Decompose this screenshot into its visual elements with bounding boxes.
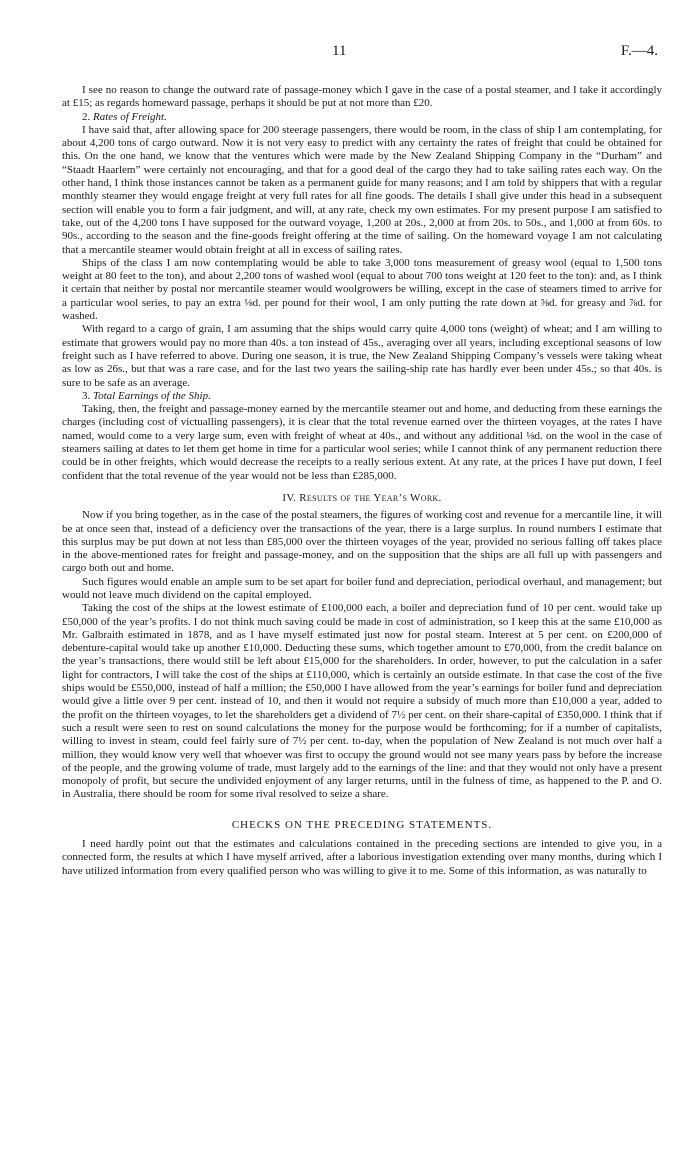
paragraph: With regard to a cargo of grain, I am assuming that the ships would carry quite 4,000 tons (weight) of wheat; and I am willing to estimate that growers would pay no more than 40s. a ton instead of 45s., averaging over all years, including exceptional seasons of low freight such as I have referred to above. During one season, it is true, the New Zealand Shipping Company’s vessels were taking wheat as low as 26s., but that was a rare case, and for the last two years the sailing-ship rate has hardly ever been under 45s.; so that 40s. is sure to be safe as an average.: [62, 323, 662, 389]
subsection-heading-total-earnings: [62, 390, 662, 403]
subsection-title: Total Earnings of the Ship.: [93, 389, 211, 402]
paragraph: Such figures would enable an ample sum to be set apart for boiler fund and depreciation, periodical overhaul, and management; but would not leave much dividend on the capital employed.: [62, 575, 662, 601]
paragraph: Taking the cost of the ships at the lowest estimate of £100,000 each, a boiler and depreciation fund of 10 per cent. would take up £50,000 of the year’s profits. I do not think much saving could be made in cost of administration, so I keep this at the same £10,000 as Mr. Galbraith estimated in 1878, and as I have myself estimated just now for postal steam. Interest at 5 per cent. on £200,000 of debenture-capital would take up another £10,000. Deducting these sums, which together amount to £70,000, from the credit balance on the year’s transactions, there would still be left about £15,000 for the shareholders. In order, however, to put the calculation in a safer light for contractors, I will take the cost of the ships at £110,000, which is certainly an outside estimate. In that case the cost of the five ships would be £550,000, instead of half a million; the £50,000 I have allowed from the year’s earnings for boiler fund and depreciation would give a little over 9 per cent. instead of 10, and then it would not require a subsidy of much more than £10,000 a year, added to the profit on the thirteen voyages, to let the shareholders get a dividend of 7½ per cent. on their share-capital of £350,000. I think that if such a result were seen to rest on sound calculations the money for the purpose would be forthcoming; for if a number of capitalists, willing to invest in steam, could feel fairly sure of 7½ per cent. to-day, when the population of New Zealand is not much over half a million, they would know very well that whoever was first to occupy the ground would not see many years pass by before the increase of the people, and the growing volume of trade, must largely add to the earnings of the line: and that they would not only have a present monopoly of profit, but secure the undivided enjoyment of any larger returns, until in the fulness of time, as happened to the P. and O. in Australia, there should be room for some rival resolved to seize a share.: [62, 602, 662, 801]
subsection-title: Rates of Freight.: [93, 110, 167, 123]
document-reference: F.—4.: [620, 43, 658, 59]
page-header: [0, 43, 700, 63]
section-title: Results of the Year’s Work.: [299, 491, 442, 504]
page-number: 11: [332, 43, 347, 59]
paragraph: I need hardly point out that the estimates and calculations contained in the preceding sections are intended to give you, in a connected form, the results at which I have myself arrived, after a laborious investigation extending over many months, during which I have utilized information from every qualified person who was willing to give it to me. Some of this information, as was naturally to: [62, 838, 662, 877]
paragraph: Taking, then, the freight and passage-money earned by the mercantile steamer out and home, and deducting from these earnings the charges (including cost of victualling passengers), it is clear that the total revenue earned over the thirteen voyages, at the rates I have named, would come to a very large sum, even with freight of wheat at 40s., and without any additional ⅛d. on the wool in the case of steamers sailing at dates to let them get home in time for a particular wool series; while I cannot think of any permanent reduction there could be in other freights, which would decrease the receipts to a really serious extent. At any rate, at the prices I have put down, I feel confident that the total revenue of the year would not be less than £285,000.: [62, 403, 662, 482]
paragraph: Now if you bring together, as in the case of the postal steamers, the figures of working cost and revenue for a mercantile line, it will be at once seen that, instead of a deficiency over the transactions of the year, there is a large surplus. In round numbers I estimate that this surplus may be put down at not less than £85,000 over the thirteen voyages of the year, provided no serious falling off takes place in the above-mentioned rates for freight and passage-money, and on the supposition that the ships are all full up with passengers and cargo both out and home.: [62, 509, 662, 575]
paragraph: I see no reason to change the outward rate of passage-money which I gave in the case of a postal steamer, and I take it accordingly at £15; as regards homeward passage, perhaps it should be put at not more than £20.: [62, 84, 662, 110]
paragraph: I have said that, after allowing space for 200 steerage passengers, there would be room, in the class of ship I am contemplating, for about 4,200 tons of cargo outward. Now it is not very easy to predict with any certainty the rates of freight that could be obtained for this. On the one hand, we know that the ventures which were made by the New Zealand Shipping Company in the “Durham” and “Staadt Haarlem” were certainly not encouraging, and that for a good deal of the cargo they had to take sailing rates each way. On the other hand, I think those instances cannot be taken as a permanent guide for many reasons; and I am told by shippers that with a regular monthly steamer they would engage freight at very full rates for all fine goods. The details I shall give under this head in a subsequent section will enable you to form a fair judgment, and will, at any rate, check my own estimates. For my present purpose I am satisfied to take, out of the 4,200 tons I have supposed for the outward voyage, 1,200 at 20s., 2,000 at from 20s. to 50s., and 1,000 at from 60s. to 90s., according to the season and the fine-goods freight offering at the time of sailing. On the homeward voyage I am not calculating that a mercantile steamer would obtain freight at all in excess of sailing rates.: [62, 123, 662, 256]
subsection-number: 3.: [82, 389, 91, 402]
section-heading-checks: CHECKS ON THE PRECEDING STATEMENTS.: [231, 818, 493, 831]
section-heading-results: [62, 492, 662, 505]
section-number: IV.: [282, 491, 297, 504]
paragraph: Ships of the class I am now contemplating would be able to take 3,000 tons measurement of greasy wool (equal to 1,500 tons weight at 80 feet to the ton), and about 2,200 tons of washed wool (equal to about 700 tons weight at 120 feet to the ton): and, as I think it certain that neither by postal nor mercantile steamer would woolgrowers be willing, except in the case of steamers timed to arrive for a particular wool series, to pay an extra ⅛d. per pound for their wool, I am only putting the rate down at ⅝d. for greasy and ⅞d. for washed.: [62, 256, 662, 323]
subsection-number: 2.: [82, 110, 91, 123]
subsection-heading-rates-of-freight: [62, 111, 662, 124]
body-text: [62, 84, 662, 878]
